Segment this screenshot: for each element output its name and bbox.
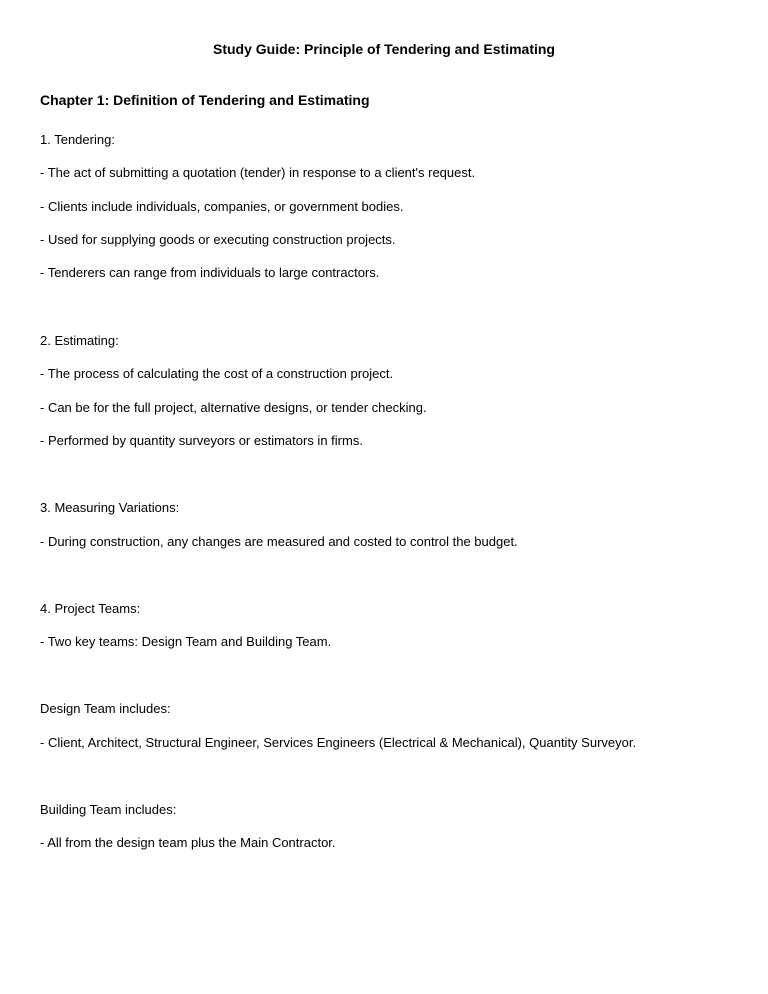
bullet-item: - Used for supplying goods or executing construction projects. — [40, 232, 396, 247]
chapter-heading: Chapter 1: Definition of Tendering and Estimating — [40, 92, 370, 108]
section-heading: 4. Project Teams: — [40, 601, 141, 616]
section-heading: 1. Tendering: — [40, 132, 115, 147]
bullet-item: - The act of submitting a quotation (tender) in response to a client's request. — [40, 165, 476, 180]
section-heading: Design Team includes: — [40, 701, 171, 716]
bullet-item: - Client, Architect, Structural Engineer, Services Engineers (Electrical & Mechanical), Quantity Surveyor. — [40, 735, 637, 750]
section-heading: 3. Measuring Variations: — [40, 500, 180, 515]
bullet-item: - Clients include individuals, companies, or government bodies. — [40, 199, 404, 214]
bullet-item: - Tenderers can range from individuals to large contractors. — [40, 265, 380, 280]
bullet-item: - The process of calculating the cost of a construction project. — [40, 366, 394, 381]
bullet-item: - All from the design team plus the Main Contractor. — [40, 835, 336, 850]
document-title: Study Guide: Principle of Tendering and Estimating — [213, 41, 555, 57]
section-heading: Building Team includes: — [40, 802, 177, 817]
bullet-item: - Performed by quantity surveyors or estimators in firms. — [40, 433, 363, 448]
bullet-item: - During construction, any changes are measured and costed to control the budget. — [40, 534, 518, 549]
bullet-item: - Can be for the full project, alternative designs, or tender checking. — [40, 400, 427, 415]
bullet-item: - Two key teams: Design Team and Building Team. — [40, 634, 332, 649]
section-heading: 2. Estimating: — [40, 333, 119, 348]
